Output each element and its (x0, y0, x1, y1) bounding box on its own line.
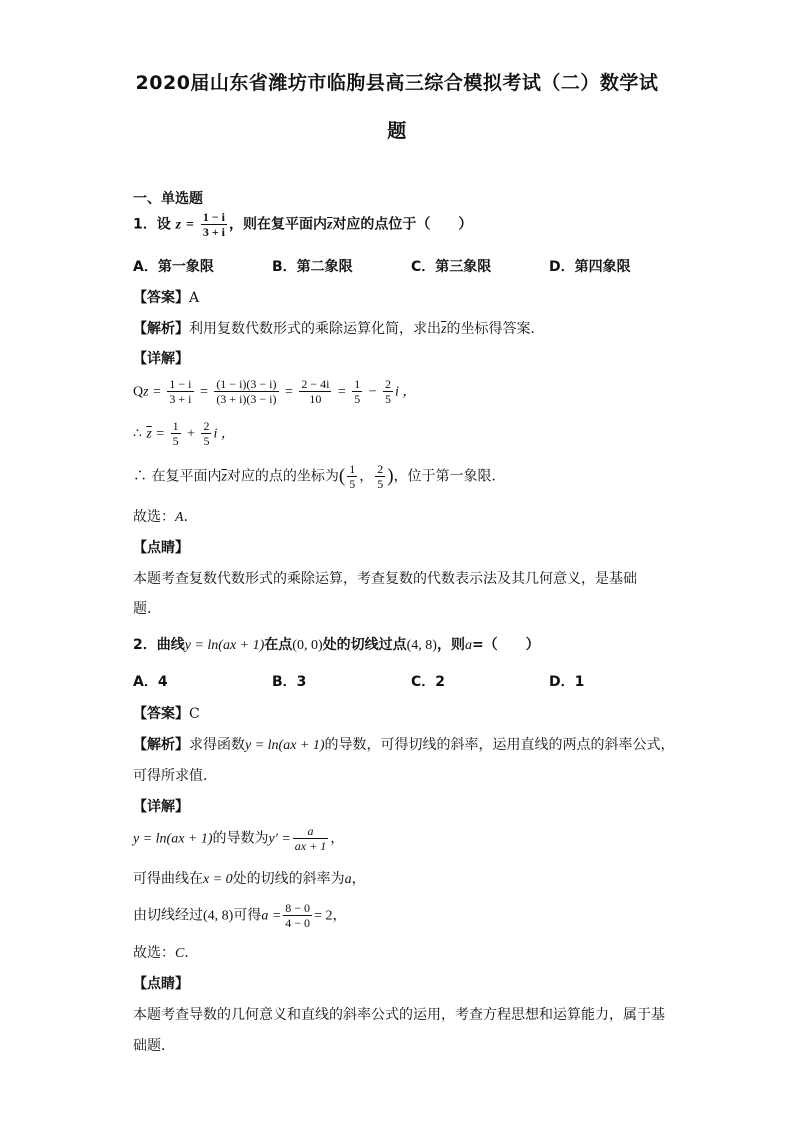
fraction-numerator: 1 (349, 462, 356, 476)
math-var: z (175, 217, 182, 233)
math-sep: ， (359, 468, 374, 485)
math-expr: y = ln(ax + 1) (184, 638, 265, 653)
comment-tag: 【点睛】 (133, 540, 189, 556)
math-expr: (4, 8) (203, 908, 234, 924)
detail-text: 由切线经过 (133, 907, 203, 924)
math-expr: a = (261, 908, 282, 924)
choose-text: ． (184, 945, 199, 961)
page-title-continued: 题 (387, 120, 407, 142)
comment-text: 题． (133, 601, 161, 617)
question-text: 设 (156, 216, 171, 233)
detail-step (133, 824, 344, 853)
fraction-denominator: 3 + i (169, 392, 192, 406)
detail-step (133, 462, 506, 491)
math-text: i ， (395, 384, 417, 400)
math-fraction (352, 377, 362, 406)
math-fraction (383, 377, 393, 406)
choose-value: A (175, 510, 184, 525)
math-expr: (4, 8) (406, 638, 437, 653)
fraction-numerator: 1 (354, 377, 361, 391)
detail-text: ， (332, 907, 347, 924)
math-fraction (347, 462, 357, 491)
math-expr: y = ln(ax + 1) (133, 831, 213, 847)
detail-text: 处的切线的斜率为 (232, 871, 345, 887)
math-op: = (156, 426, 165, 442)
math-fraction (299, 377, 331, 406)
detail-text: 可得 (233, 907, 262, 924)
comment-text: 本题考查复数代数形式的乘除运算，考查复数的代数表示法及其几何意义，是基础 (133, 571, 637, 587)
fraction-denominator: 5 (349, 477, 356, 491)
section-heading: 一、单选题 (133, 191, 203, 207)
detail-text: 可得曲线在 (133, 871, 203, 887)
math-op: = (337, 384, 346, 400)
detail-step (133, 419, 235, 448)
fraction-numerator: 1 − i (202, 210, 225, 224)
math-op: = (153, 384, 161, 400)
math-op: ∴ (133, 426, 142, 442)
math-fraction (283, 901, 312, 930)
option-d: D．1 (549, 674, 585, 690)
math-op: = (185, 217, 194, 233)
page-title: 2020届山东省潍坊市临朐县高三综合模拟考试（二）数学试 (135, 72, 659, 94)
question-text: =（ ） (471, 637, 540, 653)
option-a: A．第一象限 (133, 259, 214, 275)
fraction-numerator: 2 − 4i (301, 377, 330, 391)
fraction-denominator: ax + 1 (294, 839, 327, 853)
math-op: = (199, 384, 208, 400)
question-number: 1． (133, 216, 157, 233)
fraction-denominator: 5 (172, 434, 179, 448)
fraction-denominator: 5 (203, 434, 210, 448)
option-c: C．2 (411, 674, 446, 690)
detail-text: ， (351, 871, 366, 887)
detail-text: 对应的点的坐标为 (226, 468, 339, 485)
comment-text: 础题． (133, 1038, 175, 1054)
fraction-denominator: 10 (309, 392, 322, 406)
detail-step (133, 377, 416, 406)
math-var: $\overline{z}$ (221, 469, 227, 485)
fraction-numerator: a (293, 824, 328, 839)
option-d: D．第四象限 (549, 259, 631, 275)
answer-value: A (189, 290, 200, 306)
math-op: Q (133, 384, 144, 400)
math-var: $\overline{z}$ (146, 426, 152, 442)
math-expr: y′ = (268, 831, 291, 847)
analysis-tag: 【解析】 (133, 321, 189, 337)
detail-tag: 【详解】 (133, 799, 189, 815)
option-c: C．第三象限 (411, 259, 492, 275)
choose-text: 故选： (133, 509, 175, 525)
math-var: a (464, 638, 472, 653)
answer-tag: 【答案】 (133, 290, 189, 306)
math-var: $\overline{z}$ (441, 322, 447, 337)
choose-text: ． (183, 509, 198, 525)
math-fraction (201, 419, 211, 448)
fraction-denominator: 5 (377, 477, 384, 491)
fraction-numerator: 2 (203, 419, 210, 433)
math-op: = (284, 384, 293, 400)
fraction-denominator: 5 (385, 392, 392, 406)
math-fraction (171, 419, 181, 448)
math-expr: (0, 0) (292, 638, 323, 653)
choose-row (133, 506, 198, 526)
math-fraction (375, 462, 385, 491)
choose-row (133, 942, 198, 962)
fraction-numerator: 2 (385, 377, 392, 391)
math-fraction (167, 377, 193, 406)
answer-value: C (189, 706, 200, 722)
detail-text: 的导数为 (212, 830, 269, 847)
math-expr: y = ln(ax + 1) (245, 738, 325, 753)
question-text: 在点 (264, 637, 293, 653)
fraction-numerator: 8 − 0 (285, 901, 311, 915)
comment-text: 本题考查导数的几何意义和直线的斜率公式的运用，考查方程思想和运算能力，属于基 (133, 1007, 665, 1023)
analysis-text: 的导数，可得切线的斜率，运用直线的两点的斜率公式， (324, 737, 675, 753)
choose-value: C (175, 946, 185, 961)
detail-step (133, 901, 346, 930)
detail-text: ， (330, 830, 345, 847)
math-op: − (368, 384, 377, 400)
math-fraction (201, 210, 227, 239)
analysis-row (133, 734, 675, 754)
math-text: i ， (213, 426, 235, 442)
math-expr: x = 0 (203, 872, 233, 887)
question-text: ，则在复平面内 (228, 216, 327, 233)
detail-tag: 【详解】 (133, 351, 189, 367)
analysis-text: 的坐标得答案． (446, 321, 545, 337)
math-var: $\overline{z}$ (326, 217, 333, 233)
math-var: z (143, 384, 149, 400)
answer-tag: 【答案】 (133, 706, 189, 722)
fraction-numerator: 1 (172, 419, 179, 433)
answer-row (133, 287, 199, 307)
analysis-text: 求得函数 (189, 737, 245, 753)
fraction-denominator: 4 − 0 (285, 916, 311, 930)
analysis-text: 利用复数代数形式的乘除运算化简，求出 (189, 321, 441, 337)
math-op: + (187, 426, 195, 442)
fraction-numerator: 1 − i (169, 377, 192, 391)
option-b: B．3 (272, 674, 307, 690)
math-expr: = 2 (314, 908, 333, 924)
analysis-row (133, 318, 544, 338)
fraction-denominator: 3 + i (202, 225, 225, 239)
question-1 (133, 210, 472, 239)
option-b: B．第二象限 (272, 259, 353, 275)
detail-text: ，位于第一象限． (393, 468, 506, 485)
math-fraction (214, 377, 278, 406)
fraction-numerator: 2 (377, 462, 384, 476)
math-fraction (293, 824, 328, 853)
question-text: 曲线 (156, 637, 185, 653)
detail-text: ∴ 在复平面内 (133, 468, 222, 485)
fraction-denominator: (3 + i)(3 − i) (216, 392, 277, 406)
fraction-numerator: (1 − i)(3 − i) (216, 377, 277, 391)
math-paren: ( (338, 465, 346, 487)
analysis-tag: 【解析】 (133, 737, 189, 753)
fraction-denominator: 5 (354, 392, 361, 406)
math-paren: ) (387, 465, 394, 487)
comment-tag: 【点睛】 (133, 976, 189, 992)
analysis-text: 可得所求值． (133, 768, 217, 784)
option-a: A．4 (133, 674, 168, 690)
detail-step (133, 868, 366, 888)
question-text: 处的切线过点 (322, 637, 407, 653)
math-var: a (344, 872, 352, 887)
question-text: 对应的点位于（ ） (332, 216, 473, 233)
answer-row (133, 703, 200, 723)
question-2 (133, 634, 540, 654)
question-text: ，则 (436, 637, 465, 653)
question-number: 2． (133, 637, 157, 653)
choose-text: 故选： (133, 945, 175, 961)
